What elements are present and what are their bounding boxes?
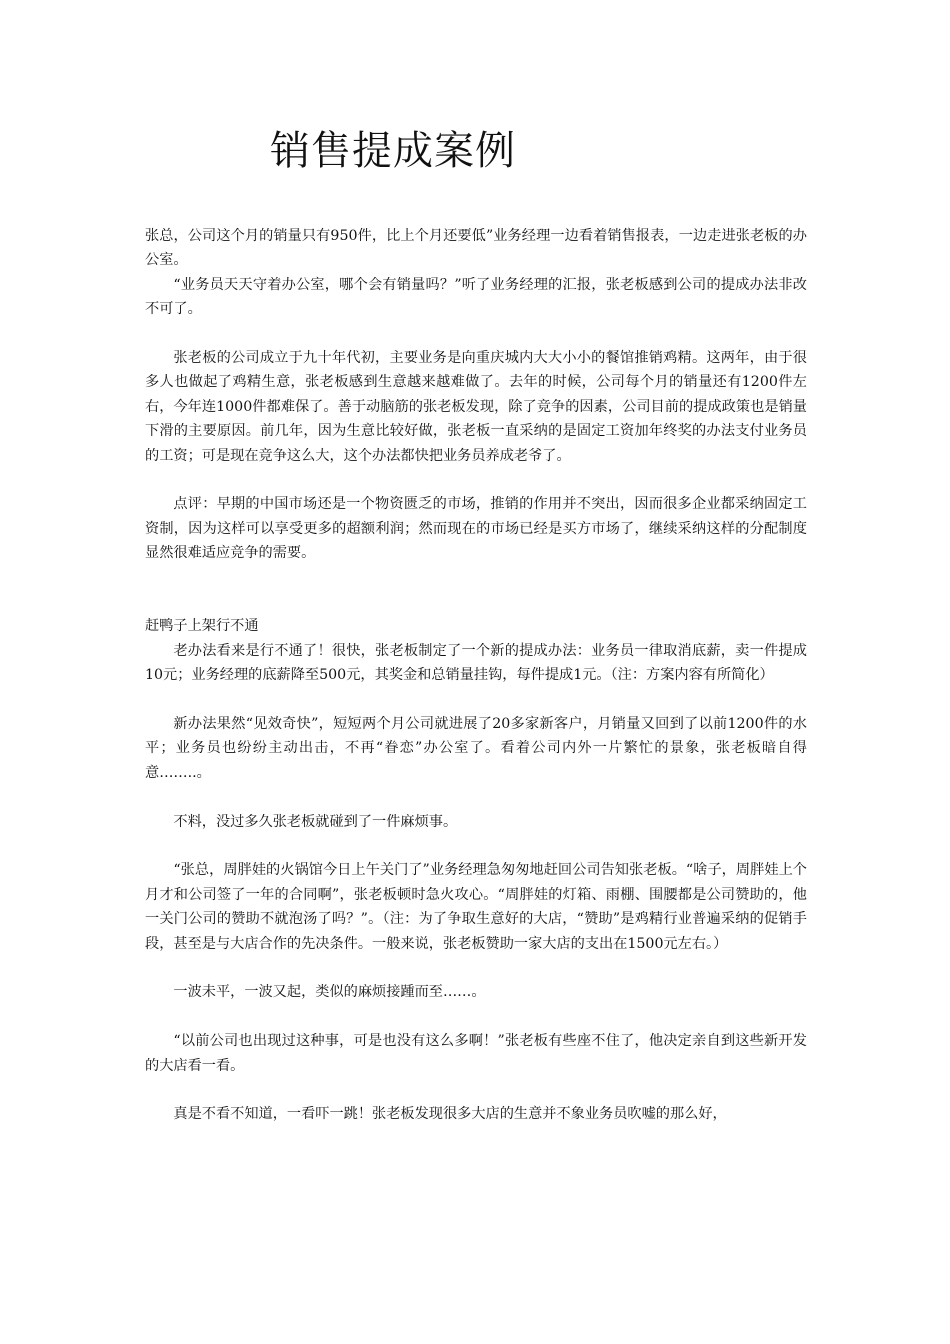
paragraph-10: “以前公司也出现过这种事，可是也没有这么多啊！”张老板有些座不住了，他决定亲自到这些新开发的大店看一看。 xyxy=(145,1033,807,1074)
paragraph-gap xyxy=(145,322,807,346)
paragraph-2: “业务员天天守着办公室，哪个会有销量吗？”听了业务经理的汇报，张老板感到公司的提成办法非改不可了。 xyxy=(145,276,807,318)
document-body xyxy=(145,224,807,1127)
paragraph-gap xyxy=(145,1005,807,1029)
paragraph-6: 新办法果然“见效奇快”，短短两个月公司就进展了20多家新客户，月销量又回到了以前1200件的水平；业务员也纷纷主动出击，不再“眷恋”办公室了。看着公司内外一片繁忙的景象，张老板暗自得意……..。 xyxy=(145,716,807,781)
paragraph-9: 一波未平，一波又起，类似的麻烦接踵而至……。 xyxy=(173,984,486,1001)
paragraph-gap xyxy=(145,834,807,858)
paragraph-comment: 点评：早期的中国市场还是一个物资匮乏的市场，推销的作用并不突出，因而很多企业都采纳固定工资制，因为这样可以享受更多的超额利润；然而现在的市场已经是买方市场了，继续采纳这样的分配制度显然很难适应竞争的需要。 xyxy=(145,496,807,562)
paragraph-11: 真是不看不知道，一看吓一跳！张老板发现很多大店的生意并不象业务员吹嘘的那么好， xyxy=(173,1106,727,1123)
paragraph-gap xyxy=(145,468,807,492)
paragraph-gap xyxy=(145,566,807,615)
section-heading: 赶鸭子上架行不通 xyxy=(145,618,259,635)
paragraph-3: 张老板的公司成立于九十年代初，主要业务是向重庆城内大大小小的餐馆推销鸡精。这两年，由于很多人也做起了鸡精生意，张老板感到生意越来越难做了。去年的时候，公司每个月的销量还有1200件左右，今年连1000件都难保了。善于动脑筋的张老板发现，除了竞争的因素，公司目前的提成政策也是销量下滑的主要原因。前几年，因为生意比较好做，张老板一直采纳的是固定工资加年终奖的办法支付业务员的工资；可是现在竞争这么大，这个办法都快把业务员养成老爷了。 xyxy=(145,350,807,464)
paragraph-gap xyxy=(145,1078,807,1102)
paragraph-1: 张总，公司这个月的销量只有950件，比上个月还要低”业务经理一边看着销售报表，一边走进张老板的办公室。 xyxy=(145,228,807,269)
paragraph-7: 不料，没过多久张老板就碰到了一件麻烦事。 xyxy=(173,813,458,830)
document-title: 销售提成案例 xyxy=(270,128,516,174)
paragraph-5: 老办法看来是行不通了！很快，张老板制定了一个新的提成办法：业务员一律取消底薪，卖一件提成10元；业务经理的底薪降至500元，其奖金和总销量挂钩，每件提成1元。（注：方案内容有所简化） xyxy=(145,642,807,684)
paragraph-gap xyxy=(145,688,807,712)
paragraph-8: “张总，周胖娃的火锅馆今日上午关门了”业务经理急匆匆地赶回公司告知张老板。“啥子，周胖娃上个月才和公司签了一年的合同啊”，张老板顿时急火攻心。“周胖娃的灯箱、雨棚、围腰都是公司赞助的，他一关门公司的赞助不就泡汤了吗？”。（注：为了争取生意好的大店，“赞助”是鸡精行业普遍采纳的促销手段，甚至是与大店合作的先决条件。一般来说，张老板赞助一家大店的支出在1500元左右。） xyxy=(145,862,807,952)
paragraph-gap xyxy=(145,785,807,809)
paragraph-gap xyxy=(145,956,807,980)
